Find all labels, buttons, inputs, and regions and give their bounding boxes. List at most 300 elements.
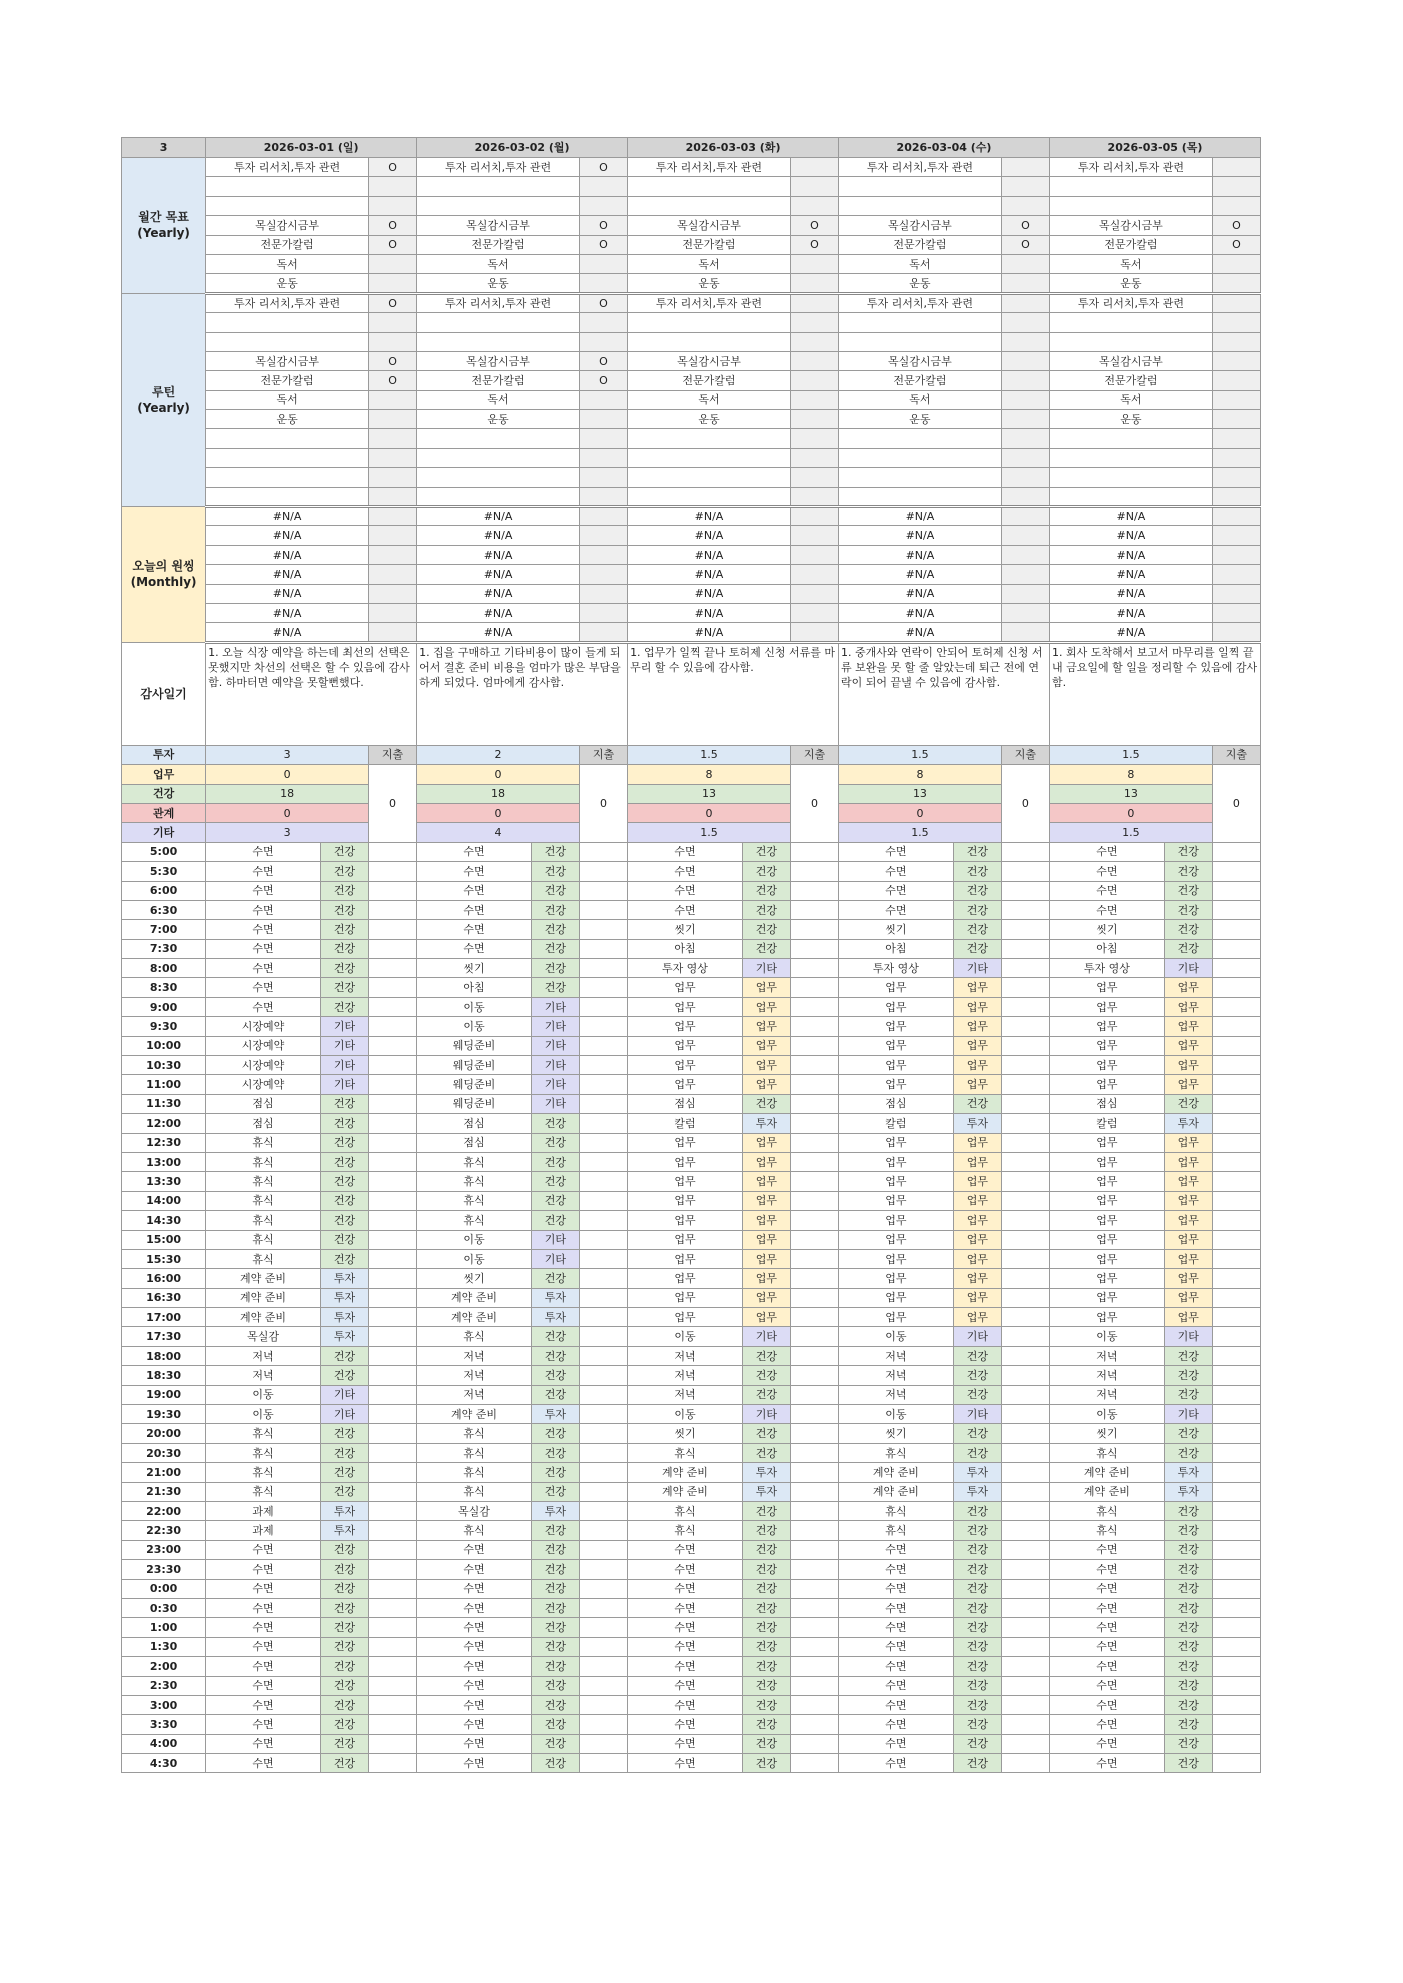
- category-cell[interactable]: 건강: [320, 862, 368, 881]
- category-cell[interactable]: 건강: [531, 881, 579, 900]
- note-cell[interactable]: [579, 1152, 627, 1171]
- note-cell[interactable]: [1212, 1211, 1260, 1230]
- activity-cell[interactable]: 수면: [206, 939, 321, 958]
- routine-check[interactable]: [1212, 487, 1260, 506]
- note-cell[interactable]: [579, 1463, 627, 1482]
- activity-cell[interactable]: 투자 영상: [839, 959, 954, 978]
- note-cell[interactable]: [579, 842, 627, 861]
- activity-cell[interactable]: 수면: [206, 1754, 321, 1773]
- note-cell[interactable]: [579, 1017, 627, 1036]
- wish-check[interactable]: [579, 603, 627, 622]
- monthly_goal-check[interactable]: [1212, 274, 1260, 293]
- activity-cell[interactable]: 휴식: [206, 1133, 321, 1152]
- note-cell[interactable]: [1001, 978, 1049, 997]
- activity-cell[interactable]: 업무: [628, 1172, 743, 1191]
- activity-cell[interactable]: 수면: [1049, 1676, 1164, 1695]
- category-cell[interactable]: 투자: [742, 1463, 790, 1482]
- activity-cell[interactable]: 저녁: [839, 1346, 954, 1365]
- category-cell[interactable]: 업무: [742, 1191, 790, 1210]
- category-cell[interactable]: 기타: [531, 1094, 579, 1113]
- activity-cell[interactable]: 휴식: [417, 1327, 532, 1346]
- note-cell[interactable]: [1212, 920, 1260, 939]
- category-cell[interactable]: 건강: [742, 1094, 790, 1113]
- activity-cell[interactable]: 업무: [628, 1017, 743, 1036]
- category-cell[interactable]: 업무: [742, 1036, 790, 1055]
- wish-check[interactable]: [369, 603, 417, 622]
- note-cell[interactable]: [369, 1424, 417, 1443]
- activity-cell[interactable]: 휴식: [417, 1191, 532, 1210]
- activity-cell[interactable]: 수면: [839, 1715, 954, 1734]
- wish-check[interactable]: [1212, 507, 1260, 526]
- activity-cell[interactable]: 업무: [1049, 1056, 1164, 1075]
- activity-cell[interactable]: 업무: [1049, 1191, 1164, 1210]
- category-cell[interactable]: 건강: [1164, 1734, 1212, 1753]
- activity-cell[interactable]: 업무: [839, 978, 954, 997]
- activity-cell[interactable]: 수면: [417, 1598, 532, 1617]
- note-cell[interactable]: [790, 1172, 838, 1191]
- note-cell[interactable]: [1212, 900, 1260, 919]
- category-cell[interactable]: 투자: [953, 1114, 1001, 1133]
- note-cell[interactable]: [790, 1191, 838, 1210]
- note-cell[interactable]: [1212, 1308, 1260, 1327]
- note-cell[interactable]: [579, 939, 627, 958]
- note-cell[interactable]: [790, 1695, 838, 1714]
- note-cell[interactable]: [1001, 1327, 1049, 1346]
- category-cell[interactable]: 건강: [531, 1637, 579, 1656]
- activity-cell[interactable]: 수면: [628, 881, 743, 900]
- category-cell[interactable]: 기타: [320, 1056, 368, 1075]
- note-cell[interactable]: [1212, 1405, 1260, 1424]
- activity-cell[interactable]: 계약 준비: [628, 1482, 743, 1501]
- category-cell[interactable]: 건강: [1164, 1443, 1212, 1462]
- note-cell[interactable]: [1001, 1308, 1049, 1327]
- note-cell[interactable]: [790, 997, 838, 1016]
- note-cell[interactable]: [790, 862, 838, 881]
- category-cell[interactable]: 건강: [1164, 1385, 1212, 1404]
- monthly_goal-check[interactable]: [1212, 158, 1260, 177]
- routine-check[interactable]: [790, 371, 838, 390]
- routine-check[interactable]: O: [579, 371, 627, 390]
- category-cell[interactable]: 건강: [531, 978, 579, 997]
- note-cell[interactable]: [1212, 1269, 1260, 1288]
- activity-cell[interactable]: 수면: [1049, 1734, 1164, 1753]
- routine-check[interactable]: O: [579, 351, 627, 370]
- category-cell[interactable]: 건강: [320, 1346, 368, 1365]
- note-cell[interactable]: [1001, 1075, 1049, 1094]
- monthly_goal-check[interactable]: O: [1001, 235, 1049, 254]
- note-cell[interactable]: [1001, 1017, 1049, 1036]
- category-cell[interactable]: 건강: [320, 1734, 368, 1753]
- category-cell[interactable]: 업무: [953, 1269, 1001, 1288]
- monthly_goal-check[interactable]: O: [579, 158, 627, 177]
- note-cell[interactable]: [1212, 1346, 1260, 1365]
- note-cell[interactable]: [790, 1249, 838, 1268]
- note-cell[interactable]: [579, 1695, 627, 1714]
- activity-cell[interactable]: 저녁: [417, 1346, 532, 1365]
- monthly_goal-check[interactable]: [1001, 177, 1049, 196]
- activity-cell[interactable]: 업무: [839, 1288, 954, 1307]
- note-cell[interactable]: [369, 978, 417, 997]
- activity-cell[interactable]: 계약 준비: [206, 1269, 321, 1288]
- monthly_goal-check[interactable]: [369, 274, 417, 293]
- activity-cell[interactable]: 업무: [628, 1133, 743, 1152]
- activity-cell[interactable]: 수면: [839, 1734, 954, 1753]
- activity-cell[interactable]: 수면: [839, 900, 954, 919]
- category-cell[interactable]: 건강: [531, 1443, 579, 1462]
- note-cell[interactable]: [369, 1152, 417, 1171]
- note-cell[interactable]: [579, 1288, 627, 1307]
- note-cell[interactable]: [790, 1269, 838, 1288]
- note-cell[interactable]: [1001, 1579, 1049, 1598]
- note-cell[interactable]: [1212, 1482, 1260, 1501]
- activity-cell[interactable]: 수면: [628, 1560, 743, 1579]
- category-cell[interactable]: 건강: [320, 1191, 368, 1210]
- wish-check[interactable]: [369, 623, 417, 642]
- note-cell[interactable]: [579, 1211, 627, 1230]
- diary-text[interactable]: 1. 집을 구매하고 기타비용이 많이 들게 되어서 결혼 준비 비용을 엄마가 많은 부담을 하게 되었다. 엄마에게 감사함.: [417, 642, 628, 745]
- note-cell[interactable]: [1001, 1637, 1049, 1656]
- category-cell[interactable]: 업무: [1164, 1133, 1212, 1152]
- routine-check[interactable]: O: [369, 293, 417, 312]
- routine-check[interactable]: [1001, 332, 1049, 351]
- wish-check[interactable]: [369, 584, 417, 603]
- activity-cell[interactable]: 이동: [417, 1249, 532, 1268]
- category-cell[interactable]: 건강: [742, 1676, 790, 1695]
- activity-cell[interactable]: 과제: [206, 1502, 321, 1521]
- activity-cell[interactable]: 업무: [1049, 1269, 1164, 1288]
- note-cell[interactable]: [790, 1618, 838, 1637]
- activity-cell[interactable]: 업무: [628, 1230, 743, 1249]
- category-cell[interactable]: 건강: [531, 1327, 579, 1346]
- note-cell[interactable]: [1001, 1230, 1049, 1249]
- activity-cell[interactable]: 업무: [1049, 997, 1164, 1016]
- category-cell[interactable]: 건강: [320, 1172, 368, 1191]
- category-cell[interactable]: 투자: [320, 1269, 368, 1288]
- category-cell[interactable]: 건강: [953, 1560, 1001, 1579]
- note-cell[interactable]: [1212, 1637, 1260, 1656]
- wish-check[interactable]: [1001, 603, 1049, 622]
- routine-check[interactable]: [579, 332, 627, 351]
- category-cell[interactable]: 건강: [320, 1540, 368, 1559]
- activity-cell[interactable]: 업무: [628, 978, 743, 997]
- activity-cell[interactable]: 저녁: [417, 1385, 532, 1404]
- activity-cell[interactable]: 저녁: [1049, 1346, 1164, 1365]
- category-cell[interactable]: 건강: [1164, 881, 1212, 900]
- category-cell[interactable]: 업무: [742, 1288, 790, 1307]
- note-cell[interactable]: [1001, 1657, 1049, 1676]
- category-cell[interactable]: 건강: [953, 1579, 1001, 1598]
- diary-text[interactable]: 1. 오늘 식장 예약을 하는데 최선의 선택은 못했지만 차선의 선택은 할 수 있음에 감사함. 하마터면 예약을 못할뻔했다.: [206, 642, 417, 745]
- note-cell[interactable]: [369, 1036, 417, 1055]
- activity-cell[interactable]: 수면: [1049, 1560, 1164, 1579]
- routine-check[interactable]: O: [369, 351, 417, 370]
- wish-check[interactable]: [1001, 565, 1049, 584]
- category-cell[interactable]: 투자: [742, 1114, 790, 1133]
- note-cell[interactable]: [579, 1269, 627, 1288]
- routine-check[interactable]: [790, 429, 838, 448]
- activity-cell[interactable]: 저녁: [206, 1346, 321, 1365]
- note-cell[interactable]: [1212, 1521, 1260, 1540]
- activity-cell[interactable]: 수면: [839, 1695, 954, 1714]
- note-cell[interactable]: [790, 881, 838, 900]
- activity-cell[interactable]: 저녁: [628, 1366, 743, 1385]
- note-cell[interactable]: [579, 1560, 627, 1579]
- note-cell[interactable]: [1212, 1288, 1260, 1307]
- routine-check[interactable]: [1001, 390, 1049, 409]
- activity-cell[interactable]: 저녁: [1049, 1366, 1164, 1385]
- category-cell[interactable]: 건강: [953, 1094, 1001, 1113]
- note-cell[interactable]: [1212, 1056, 1260, 1075]
- category-cell[interactable]: 건강: [742, 1560, 790, 1579]
- activity-cell[interactable]: 수면: [417, 1695, 532, 1714]
- category-cell[interactable]: 건강: [742, 1657, 790, 1676]
- note-cell[interactable]: [369, 1385, 417, 1404]
- note-cell[interactable]: [369, 1754, 417, 1773]
- activity-cell[interactable]: 업무: [628, 1036, 743, 1055]
- note-cell[interactable]: [790, 1482, 838, 1501]
- activity-cell[interactable]: 점심: [839, 1094, 954, 1113]
- monthly_goal-check[interactable]: O: [579, 216, 627, 235]
- activity-cell[interactable]: 점심: [628, 1094, 743, 1113]
- routine-check[interactable]: [1212, 448, 1260, 467]
- note-cell[interactable]: [369, 900, 417, 919]
- activity-cell[interactable]: 업무: [1049, 1017, 1164, 1036]
- category-cell[interactable]: 투자: [531, 1288, 579, 1307]
- category-cell[interactable]: 투자: [320, 1308, 368, 1327]
- activity-cell[interactable]: 업무: [1049, 1230, 1164, 1249]
- note-cell[interactable]: [1212, 1463, 1260, 1482]
- routine-check[interactable]: O: [579, 293, 627, 312]
- category-cell[interactable]: 건강: [742, 1424, 790, 1443]
- category-cell[interactable]: 건강: [531, 1676, 579, 1695]
- activity-cell[interactable]: 수면: [1049, 862, 1164, 881]
- note-cell[interactable]: [369, 1657, 417, 1676]
- note-cell[interactable]: [369, 1094, 417, 1113]
- activity-cell[interactable]: 수면: [417, 842, 532, 861]
- category-cell[interactable]: 건강: [1164, 1366, 1212, 1385]
- category-cell[interactable]: 건강: [742, 1502, 790, 1521]
- activity-cell[interactable]: 수면: [628, 1715, 743, 1734]
- activity-cell[interactable]: 웨딩준비: [417, 1075, 532, 1094]
- category-cell[interactable]: 건강: [953, 881, 1001, 900]
- activity-cell[interactable]: 업무: [628, 1191, 743, 1210]
- category-cell[interactable]: 업무: [953, 1036, 1001, 1055]
- note-cell[interactable]: [790, 1036, 838, 1055]
- routine-check[interactable]: O: [369, 371, 417, 390]
- note-cell[interactable]: [369, 1502, 417, 1521]
- note-cell[interactable]: [579, 1094, 627, 1113]
- activity-cell[interactable]: 업무: [1049, 1152, 1164, 1171]
- category-cell[interactable]: 건강: [953, 1618, 1001, 1637]
- note-cell[interactable]: [579, 1482, 627, 1501]
- category-cell[interactable]: 업무: [742, 1308, 790, 1327]
- note-cell[interactable]: [1212, 1424, 1260, 1443]
- note-cell[interactable]: [369, 1308, 417, 1327]
- note-cell[interactable]: [1001, 1114, 1049, 1133]
- note-cell[interactable]: [1001, 1036, 1049, 1055]
- category-cell[interactable]: 업무: [1164, 1056, 1212, 1075]
- note-cell[interactable]: [1001, 1676, 1049, 1695]
- note-cell[interactable]: [790, 1230, 838, 1249]
- routine-check[interactable]: [790, 410, 838, 429]
- note-cell[interactable]: [579, 1754, 627, 1773]
- note-cell[interactable]: [790, 1637, 838, 1656]
- activity-cell[interactable]: 목실감: [417, 1502, 532, 1521]
- note-cell[interactable]: [369, 881, 417, 900]
- wish-check[interactable]: [790, 584, 838, 603]
- note-cell[interactable]: [790, 1366, 838, 1385]
- category-cell[interactable]: 기타: [320, 1075, 368, 1094]
- monthly_goal-check[interactable]: O: [790, 216, 838, 235]
- wish-check[interactable]: [790, 565, 838, 584]
- category-cell[interactable]: 건강: [742, 1443, 790, 1462]
- note-cell[interactable]: [1001, 997, 1049, 1016]
- category-cell[interactable]: 기타: [531, 1230, 579, 1249]
- category-cell[interactable]: 건강: [742, 1598, 790, 1617]
- activity-cell[interactable]: 업무: [839, 1152, 954, 1171]
- activity-cell[interactable]: 이동: [628, 1405, 743, 1424]
- category-cell[interactable]: 건강: [320, 1114, 368, 1133]
- note-cell[interactable]: [369, 1540, 417, 1559]
- activity-cell[interactable]: 이동: [1049, 1405, 1164, 1424]
- routine-check[interactable]: [369, 487, 417, 506]
- activity-cell[interactable]: 웨딩준비: [417, 1056, 532, 1075]
- activity-cell[interactable]: 수면: [628, 1657, 743, 1676]
- activity-cell[interactable]: 저녁: [1049, 1385, 1164, 1404]
- note-cell[interactable]: [790, 1308, 838, 1327]
- category-cell[interactable]: 건강: [320, 1211, 368, 1230]
- category-cell[interactable]: 건강: [742, 1695, 790, 1714]
- category-cell[interactable]: 건강: [1164, 1521, 1212, 1540]
- note-cell[interactable]: [579, 1249, 627, 1268]
- routine-check[interactable]: [1001, 487, 1049, 506]
- note-cell[interactable]: [369, 1715, 417, 1734]
- note-cell[interactable]: [369, 1405, 417, 1424]
- routine-check[interactable]: [790, 487, 838, 506]
- routine-check[interactable]: [790, 293, 838, 312]
- note-cell[interactable]: [1001, 1405, 1049, 1424]
- note-cell[interactable]: [369, 1579, 417, 1598]
- monthly_goal-check[interactable]: [790, 254, 838, 273]
- activity-cell[interactable]: 수면: [1049, 1618, 1164, 1637]
- activity-cell[interactable]: 수면: [1049, 1540, 1164, 1559]
- activity-cell[interactable]: 휴식: [417, 1521, 532, 1540]
- activity-cell[interactable]: 수면: [839, 1618, 954, 1637]
- routine-check[interactable]: [1212, 429, 1260, 448]
- activity-cell[interactable]: 저녁: [628, 1385, 743, 1404]
- category-cell[interactable]: 기타: [531, 1036, 579, 1055]
- category-cell[interactable]: 건강: [531, 1269, 579, 1288]
- category-cell[interactable]: 업무: [742, 1269, 790, 1288]
- activity-cell[interactable]: 업무: [628, 1056, 743, 1075]
- note-cell[interactable]: [1212, 1715, 1260, 1734]
- activity-cell[interactable]: 수면: [1049, 1579, 1164, 1598]
- activity-cell[interactable]: 투자 영상: [628, 959, 743, 978]
- activity-cell[interactable]: 업무: [1049, 1288, 1164, 1307]
- category-cell[interactable]: 건강: [531, 1579, 579, 1598]
- category-cell[interactable]: 기타: [531, 1017, 579, 1036]
- activity-cell[interactable]: 휴식: [206, 1249, 321, 1268]
- category-cell[interactable]: 건강: [953, 1754, 1001, 1773]
- note-cell[interactable]: [790, 920, 838, 939]
- note-cell[interactable]: [790, 1133, 838, 1152]
- category-cell[interactable]: 건강: [320, 1463, 368, 1482]
- note-cell[interactable]: [369, 1133, 417, 1152]
- note-cell[interactable]: [1212, 1249, 1260, 1268]
- category-cell[interactable]: 건강: [531, 1657, 579, 1676]
- routine-check[interactable]: [369, 468, 417, 487]
- category-cell[interactable]: 건강: [531, 939, 579, 958]
- note-cell[interactable]: [1212, 1094, 1260, 1113]
- activity-cell[interactable]: 수면: [206, 1715, 321, 1734]
- category-cell[interactable]: 투자: [320, 1502, 368, 1521]
- note-cell[interactable]: [579, 997, 627, 1016]
- routine-check[interactable]: [579, 429, 627, 448]
- activity-cell[interactable]: 휴식: [206, 1211, 321, 1230]
- note-cell[interactable]: [1001, 1695, 1049, 1714]
- category-cell[interactable]: 건강: [742, 1579, 790, 1598]
- category-cell[interactable]: 업무: [742, 1075, 790, 1094]
- routine-check[interactable]: [579, 448, 627, 467]
- category-cell[interactable]: 건강: [953, 1424, 1001, 1443]
- activity-cell[interactable]: 점심: [417, 1133, 532, 1152]
- routine-check[interactable]: [579, 468, 627, 487]
- category-cell[interactable]: 업무: [742, 1230, 790, 1249]
- note-cell[interactable]: [1212, 939, 1260, 958]
- wish-check[interactable]: [1212, 623, 1260, 642]
- category-cell[interactable]: 건강: [742, 1715, 790, 1734]
- routine-check[interactable]: [369, 429, 417, 448]
- note-cell[interactable]: [790, 1405, 838, 1424]
- category-cell[interactable]: 건강: [953, 1676, 1001, 1695]
- category-cell[interactable]: 업무: [1164, 1211, 1212, 1230]
- note-cell[interactable]: [1212, 1017, 1260, 1036]
- routine-check[interactable]: [790, 390, 838, 409]
- activity-cell[interactable]: 계약 준비: [417, 1405, 532, 1424]
- note-cell[interactable]: [579, 1114, 627, 1133]
- note-cell[interactable]: [1001, 842, 1049, 861]
- category-cell[interactable]: 건강: [742, 1540, 790, 1559]
- category-cell[interactable]: 업무: [742, 1017, 790, 1036]
- note-cell[interactable]: [1001, 1443, 1049, 1462]
- category-cell[interactable]: 업무: [742, 1056, 790, 1075]
- monthly_goal-check[interactable]: O: [1001, 216, 1049, 235]
- note-cell[interactable]: [790, 1327, 838, 1346]
- category-cell[interactable]: 건강: [320, 1094, 368, 1113]
- activity-cell[interactable]: 수면: [1049, 1598, 1164, 1617]
- wish-check[interactable]: [790, 603, 838, 622]
- category-cell[interactable]: 업무: [953, 1249, 1001, 1268]
- category-cell[interactable]: 건강: [742, 1734, 790, 1753]
- category-cell[interactable]: 건강: [1164, 1715, 1212, 1734]
- note-cell[interactable]: [579, 1056, 627, 1075]
- activity-cell[interactable]: 저녁: [417, 1366, 532, 1385]
- category-cell[interactable]: 건강: [953, 1715, 1001, 1734]
- activity-cell[interactable]: 휴식: [839, 1521, 954, 1540]
- routine-check[interactable]: [790, 448, 838, 467]
- category-cell[interactable]: 건강: [1164, 1579, 1212, 1598]
- activity-cell[interactable]: 수면: [206, 881, 321, 900]
- activity-cell[interactable]: 이동: [839, 1327, 954, 1346]
- note-cell[interactable]: [1001, 1191, 1049, 1210]
- note-cell[interactable]: [369, 1017, 417, 1036]
- note-cell[interactable]: [579, 1172, 627, 1191]
- category-cell[interactable]: 건강: [531, 1114, 579, 1133]
- activity-cell[interactable]: 수면: [206, 842, 321, 861]
- category-cell[interactable]: 투자: [531, 1502, 579, 1521]
- category-cell[interactable]: 건강: [320, 1133, 368, 1152]
- monthly_goal-check[interactable]: O: [369, 158, 417, 177]
